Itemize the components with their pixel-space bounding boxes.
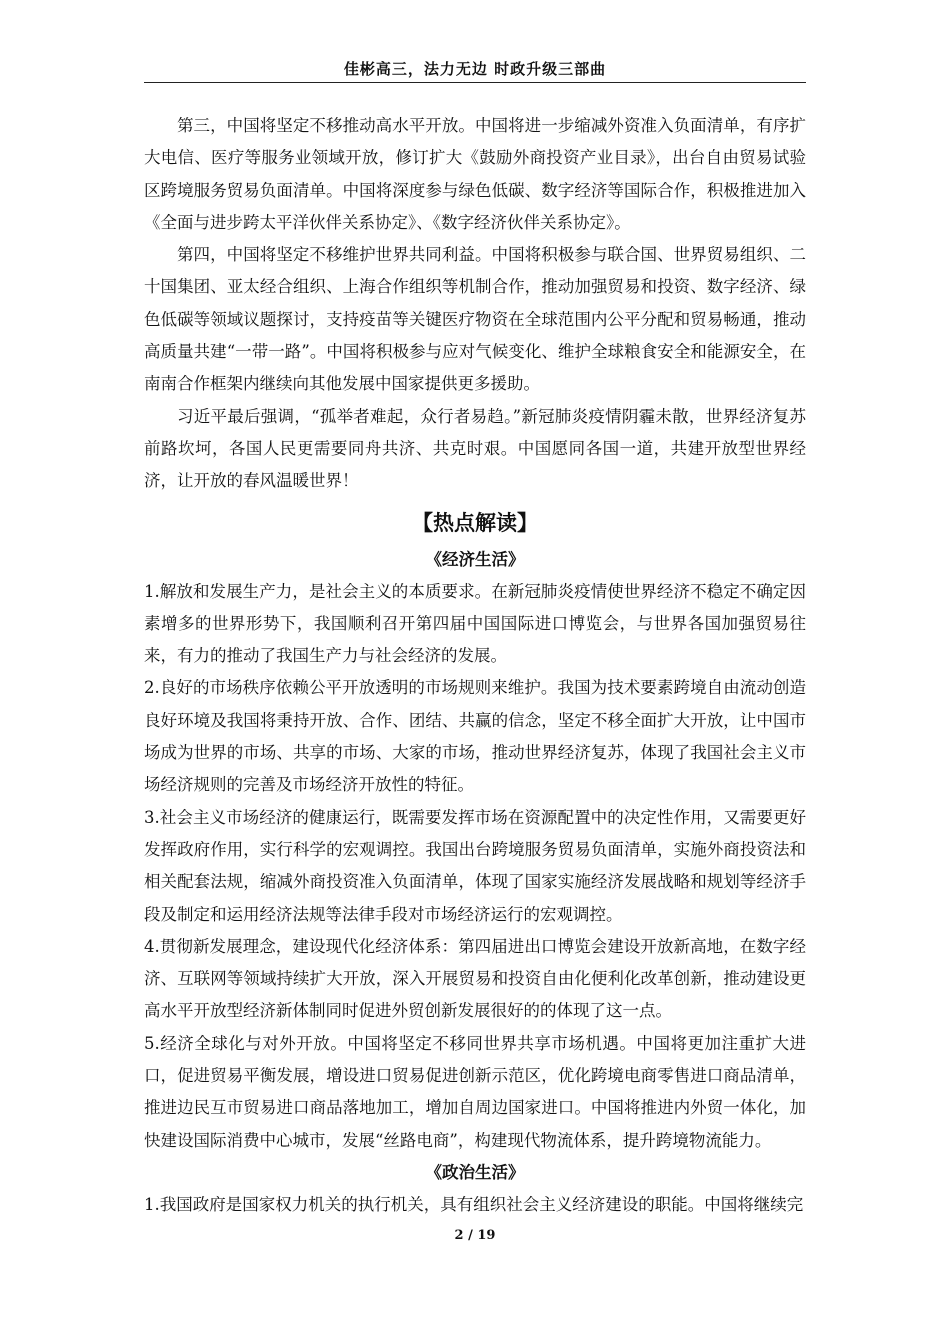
subsection-title-economic: 《经济生活》 — [425, 549, 525, 569]
page-header-title: 佳彬高三，法力无边 时政升级三部曲 — [343, 60, 607, 78]
paragraph-closing: 习近平最后强调，“孤举者难起，众行者易趋。”新冠肺炎疫情阴霾未散，世界经济复苏前路坎坷，各国人民更需要同舟共济、共克时艰。中国愿同各国一道，共建开放型世界经济，让开放的春风温暖世界！ — [144, 406, 806, 491]
header-divider — [144, 82, 806, 83]
section-title-hot-topic: 【热点解读】 — [412, 510, 538, 535]
economic-item-3: 3.社会主义市场经济的健康运行，既需要发挥市场在资源配置中的决定性作用，又需要更好发挥政府作用，实行科学的宏观调控。我国出台跨境服务贸易负面清单，实施外商投资法和相关配套法规，缩减外商投资准入负面清单，体现了国家实施经济发展战略和规划等经济手段及制定和运用经济法规等法律手段对市场经济运行的宏观调控。 — [144, 807, 806, 924]
economic-item-1: 1.解放和发展生产力，是社会主义的本质要求。在新冠肺炎疫情使世界经济不稳定不确定因素增多的世界形势下，我国顺利召开第四届中国国际进口博览会，与世界各国加强贸易往来，有力的推动了我国生产力与社会经济的发展。 — [144, 581, 806, 666]
economic-item-5: 5.经济全球化与对外开放。中国将坚定不移同世界共享市场机遇。中国将更加注重扩大进口，促进贸易平衡发展，增设进口贸易促进创新示范区，优化跨境电商零售进口商品清单，推进边民互市贸易进口商品落地加工，增加自周边国家进口。中国将推进内外贸一体化，加快建设国际消费中心城市，发展“丝路电商”，构建现代物流体系，提升跨境物流能力。 — [144, 1033, 806, 1150]
paragraph-third: 第三，中国将坚定不移推动高水平开放。中国将进一步缩减外资准入负面清单，有序扩大电信、医疗等服务业领域开放，修订扩大《鼓励外商投资产业目录》，出台自由贸易试验区跨境服务贸易负面清单。中国将深度参与绿色低碳、数字经济等国际合作，积极推进加入《全面与进步跨太平洋伙伴关系协定》、《数字经济伙伴关系协定》。 — [144, 116, 806, 232]
page-number: 2 / 19 — [454, 1228, 496, 1243]
subsection-title-political: 《政治生活》 — [425, 1162, 525, 1182]
economic-item-2: 2.良好的市场秩序依赖公平开放透明的市场规则来维护。我国为技术要素跨境自由流动创造良好环境及我国将秉持开放、合作、团结、共赢的信念，坚定不移全面扩大开放，让中国市场成为世界的市场、共享的市场、大家的市场，推动世界经济复苏，体现了我国社会主义市场经济规则的完善及市场经济开放性的特征。 — [144, 678, 806, 795]
political-item-1: 1.我国政府是国家权力机关的执行机关，具有组织社会主义经济建设的职能。中国将继续完 — [144, 1194, 804, 1214]
economic-item-4: 4.贯彻新发展理念，建设现代化经济体系：第四届进出口博览会建设开放新高地，在数字经济、互联网等领域持续扩大开放，深入开展贸易和投资自由化便利化改革创新，推动建设更高水平开放型经济新体制同时促进外贸创新发展很好的的体现了这一点。 — [144, 936, 806, 1021]
document-body — [144, 110, 806, 1221]
paragraph-fourth: 第四，中国将坚定不移维护世界共同利益。中国将积极参与联合国、世界贸易组织、二十国集团、亚太经合组织、上海合作组织等机制合作，推动加强贸易和投资、数字经济、绿色低碳等领域议题探讨，支持疫苗等关键医疗物资在全球范围内公平分配和贸易畅通，推动高质量共建“一带一路”。中国将积极参与应对气候变化、维护全球粮食安全和能源安全，在南南合作框架内继续向其他发展中国家提供更多援助。 — [144, 245, 806, 394]
